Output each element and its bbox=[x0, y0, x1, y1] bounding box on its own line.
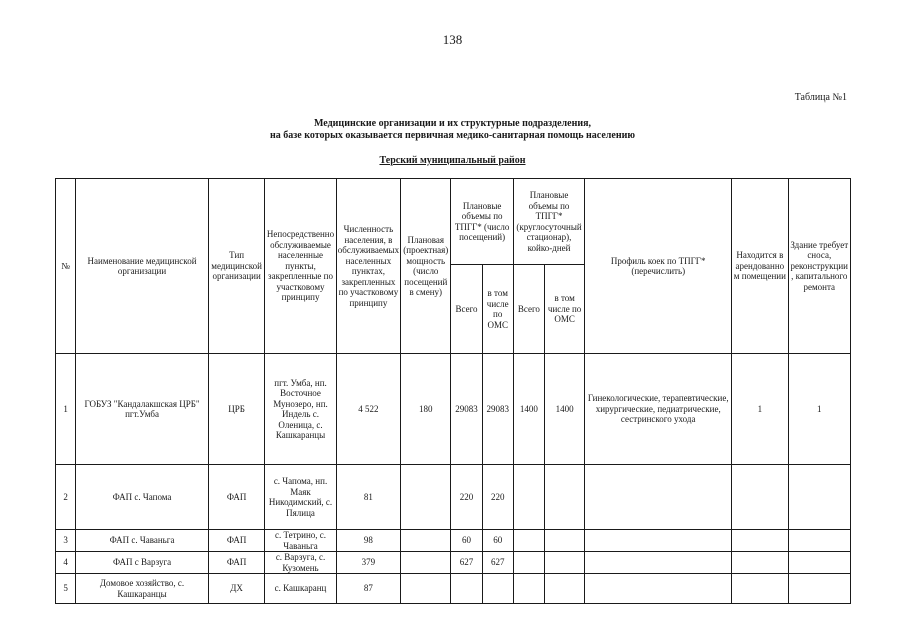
cell-name: ФАП с Варзуга bbox=[76, 552, 209, 574]
cell-population: 379 bbox=[336, 552, 400, 574]
cell-population: 87 bbox=[336, 574, 400, 604]
header-capacity: Плановая (проектная) мощность (число посещений в смену) bbox=[401, 179, 451, 354]
cell-visits-oms: 60 bbox=[482, 530, 513, 552]
cell-visits-total: 60 bbox=[451, 530, 482, 552]
header-population: Численность населения, в обслуживаемых населенных пунктах, закрепленных по участковому принципу bbox=[336, 179, 400, 354]
cell-settlements: с. Кашкаранц bbox=[265, 574, 336, 604]
cell-name: Домовое хозяйство, с. Кашкаранцы bbox=[76, 574, 209, 604]
cell-settlements: с. Чапома, нп. Маяк Никодимский, с. Пялица bbox=[265, 465, 336, 530]
cell-name: ФАП с. Чаваньга bbox=[76, 530, 209, 552]
cell-beds-oms bbox=[545, 530, 585, 552]
cell-type: ДХ bbox=[208, 574, 264, 604]
cell-capacity: 180 bbox=[401, 354, 451, 465]
cell-visits-oms: 29083 bbox=[482, 354, 513, 465]
cell-building bbox=[788, 552, 850, 574]
table-row bbox=[56, 574, 851, 604]
cell-capacity bbox=[401, 574, 451, 604]
cell-profile: Гинекологические, терапевтические, хирургические, педиатрические, сестринского ухода bbox=[585, 354, 732, 465]
cell-num: 5 bbox=[56, 574, 76, 604]
cell-num: 3 bbox=[56, 530, 76, 552]
cell-rented: 1 bbox=[732, 354, 788, 465]
cell-building: 1 bbox=[788, 354, 850, 465]
cell-profile bbox=[585, 574, 732, 604]
cell-capacity bbox=[401, 465, 451, 530]
header-visits-total: Всего bbox=[451, 265, 482, 354]
cell-num: 1 bbox=[56, 354, 76, 465]
cell-beds-total bbox=[513, 574, 544, 604]
cell-profile bbox=[585, 530, 732, 552]
medical-organizations-table bbox=[55, 178, 851, 604]
header-name: Наименование медицинской организации bbox=[76, 179, 209, 354]
header-building: Здание требует сноса, реконструкции, капитального ремонта bbox=[788, 179, 850, 354]
cell-rented bbox=[732, 552, 788, 574]
cell-profile bbox=[585, 552, 732, 574]
cell-settlements: пгт. Умба, нп. Восточное Мунозеро, нп. Индель с. Оленица, с. Кашкаранцы bbox=[265, 354, 336, 465]
cell-rented bbox=[732, 574, 788, 604]
header-settlements: Непосредственно обслуживаемые населенные пункты, закрепленные по участковому принципу bbox=[265, 179, 336, 354]
cell-num: 4 bbox=[56, 552, 76, 574]
cell-type: ФАП bbox=[208, 465, 264, 530]
cell-capacity bbox=[401, 530, 451, 552]
cell-name: ФАП с. Чапома bbox=[76, 465, 209, 530]
cell-population: 81 bbox=[336, 465, 400, 530]
document-title bbox=[0, 118, 905, 142]
cell-num: 2 bbox=[56, 465, 76, 530]
cell-visits-oms: 627 bbox=[482, 552, 513, 574]
cell-type: ФАП bbox=[208, 552, 264, 574]
cell-type: ЦРБ bbox=[208, 354, 264, 465]
cell-profile bbox=[585, 465, 732, 530]
cell-beds-total: 1400 bbox=[513, 354, 544, 465]
table-row bbox=[56, 354, 851, 465]
header-row bbox=[56, 179, 851, 265]
title-line-1: Медицинские организации и их структурные подразделения, bbox=[314, 118, 591, 129]
cell-visits-total bbox=[451, 574, 482, 604]
cell-building bbox=[788, 465, 850, 530]
cell-building bbox=[788, 574, 850, 604]
table-row bbox=[56, 465, 851, 530]
district-heading: Терский муниципальный район bbox=[379, 155, 526, 166]
table-row bbox=[56, 530, 851, 552]
cell-beds-total bbox=[513, 552, 544, 574]
cell-building bbox=[788, 530, 850, 552]
cell-population: 98 bbox=[336, 530, 400, 552]
header-visits-oms: в том числе по ОМС bbox=[482, 265, 513, 354]
header-tpgg-visits: Плановые объемы по ТПГГ* (число посещений) bbox=[451, 179, 513, 265]
cell-type: ФАП bbox=[208, 530, 264, 552]
header-beds-total: Всего bbox=[513, 265, 544, 354]
cell-visits-total: 29083 bbox=[451, 354, 482, 465]
header-num: № bbox=[56, 179, 76, 354]
cell-beds-oms bbox=[545, 552, 585, 574]
cell-beds-oms: 1400 bbox=[545, 354, 585, 465]
header-beds-oms: в том числе по ОМС bbox=[545, 265, 585, 354]
cell-visits-total: 220 bbox=[451, 465, 482, 530]
cell-settlements: с. Тетрино, с. Чаваньга bbox=[265, 530, 336, 552]
cell-visits-oms: 220 bbox=[482, 465, 513, 530]
cell-capacity bbox=[401, 552, 451, 574]
cell-visits-total: 627 bbox=[451, 552, 482, 574]
cell-name: ГОБУЗ "Кандалакшская ЦРБ" пгт.Умба bbox=[76, 354, 209, 465]
table-label: Таблица №1 bbox=[794, 92, 847, 103]
cell-beds-total bbox=[513, 465, 544, 530]
page-number: 138 bbox=[442, 32, 463, 47]
cell-settlements: с. Варзуга, с. Кузомень bbox=[265, 552, 336, 574]
cell-visits-oms bbox=[482, 574, 513, 604]
cell-rented bbox=[732, 530, 788, 552]
table-row bbox=[56, 552, 851, 574]
header-type: Тип медицинской организации bbox=[208, 179, 264, 354]
cell-beds-oms bbox=[545, 465, 585, 530]
cell-beds-oms bbox=[545, 574, 585, 604]
cell-population: 4 522 bbox=[336, 354, 400, 465]
header-rented: Находится в арендованном помещении bbox=[732, 179, 788, 354]
header-profile: Профиль коек по ТПГГ* (перечислить) bbox=[585, 179, 732, 354]
title-line-2: на базе которых оказывается первичная медико-санитарная помощь населению bbox=[270, 130, 635, 141]
cell-beds-total bbox=[513, 530, 544, 552]
cell-rented bbox=[732, 465, 788, 530]
header-tpgg-beds: Плановые объемы по ТПГГ* (круглосуточный стационар), койко-дней bbox=[513, 179, 584, 265]
